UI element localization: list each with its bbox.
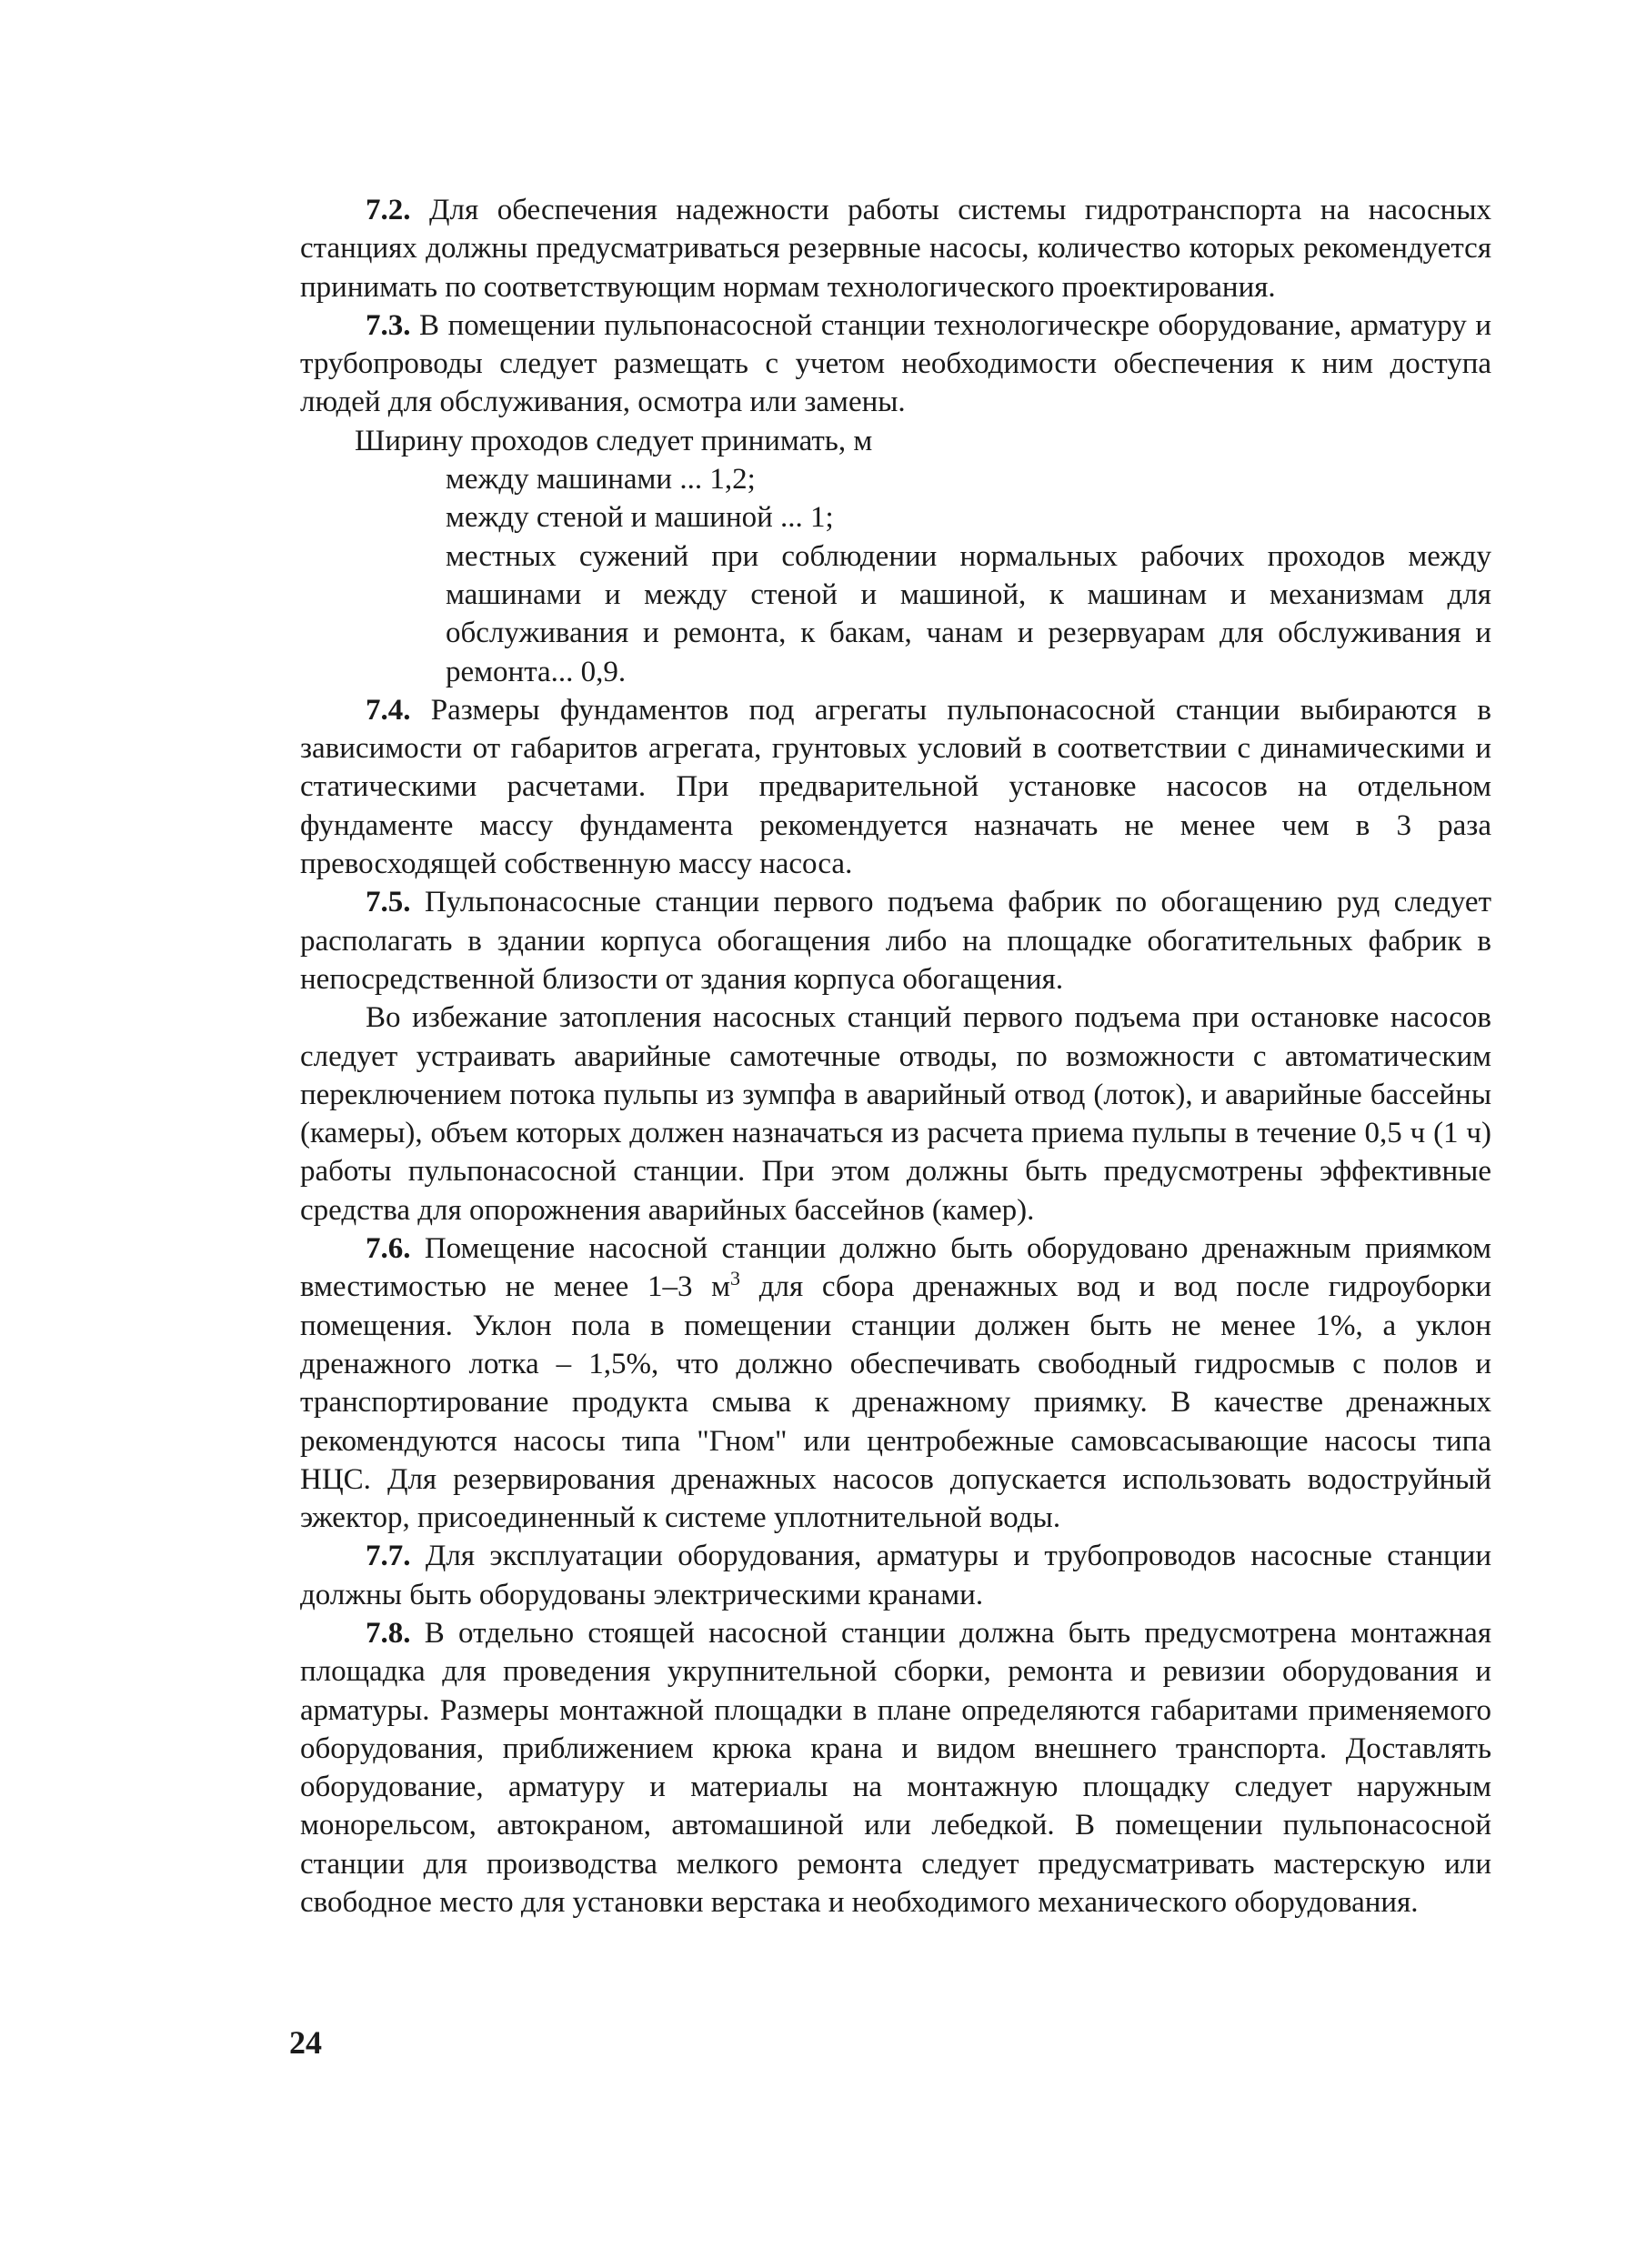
- section-number: 7.3.: [366, 308, 411, 342]
- section-number: 7.2.: [366, 194, 411, 226]
- paragraph-7-3: [300, 306, 1491, 422]
- paragraph-7-6: [300, 1229, 1491, 1537]
- superscript: 3: [730, 1267, 741, 1290]
- paragraph-text: В помещении пульпонасосной станции технологическре оборудование, арматуру и трубопроводы следует размещать с учетом необходимости обеспечения к ним доступа людей для обслуживания, осмотра или замены.: [300, 308, 1491, 419]
- list-item: между стеной и машиной ... 1;: [446, 501, 834, 535]
- paragraph-7-7: [300, 1537, 1491, 1614]
- paragraph-text: Пульпонасосные станции первого подъема фабрик по обогащению руд следует располагать в здании корпуса обогащения либо на площадке обогатительных фабрик в непосредственной близости от здания корпуса обогащения.: [300, 886, 1491, 996]
- paragraph-text: Для эксплуатации оборудования, арматуры и трубопроводов насосные станции должны быть оборудованы электрическими кранами.: [300, 1540, 1492, 1611]
- paragraph-7-5-continued: Во избежание затопления насосных станций первого подъема при остановке насосов следует устраивать аварийные самотечные отводы, по возможности с автоматическим переключением потока пульпы из зумпфа в аварийный отвод (лоток), и аварийные бассейны (камеры), объем которых должен назначаться из расчета приема пульпы в течение 0,5 ч (1 ч) работы пульпонасосной станции. При этом должны быть предусмотрены эффективные средства для опорожнения аварийных бассейнов (камер).: [300, 1001, 1491, 1227]
- section-number: 7.5.: [366, 886, 411, 919]
- section-number: 7.4.: [366, 693, 411, 727]
- paragraph-text: Помещение насосной станции должно быть оборудовано дренажным приямком вместимостью не менее 1–3 м: [300, 1232, 1491, 1304]
- paragraph-text: для сбора дренажных вод и вод после гидроуборки помещения. Уклон пола в помещении станции должен быть не менее 1%, а уклон дренажного лотка – 1,5%, что должно обеспечивать свободный гидросмыв с полов и транспортирование продукта смыва к дренажному приямку. В качестве дренажных рекомендуются насосы типа "Гном" или центробежные самовсасывающие насосы типа НЦС. Для резервирования дренажных насосов допускается использовать водоструйный эжектор, присоединенный к системе уплотнительной воды.: [300, 1270, 1492, 1535]
- passage-widths-intro: Ширину проходов следует принимать, м: [355, 424, 873, 457]
- list-item: между машинами ... 1,2;: [446, 463, 756, 497]
- paragraph-7-2: [300, 191, 1491, 306]
- document-body: [300, 191, 1491, 1922]
- paragraph-text: В отдельно стоящей насосной станции должна быть предусмотрена монтажная площадка для проведения укрупнительной сборки, ремонта и ревизии оборудования и арматуры. Размеры монтажной площадки в плане определяются габаритами применяемого оборудования, приближением крюка крана и видом внешнего транспорта. Доставлять оборудование, арматуру и материалы на монтажную площадку следует наружным монорельсом, автокраном, автомашиной или лебедкой. В помещении пульпонасосной станции для производства мелкого ремонта следует предусматривать мастерскую или свободное место для установки верстака и необходимого механического оборудования.: [300, 1616, 1492, 1920]
- paragraph-text: Размеры фундаментов под агрегаты пульпонасосной станции выбираются в зависимости от габаритов агрегата, грунтовых условий в соответствии с динамическими и статическими расчетами. При предварительной установке насосов на отдельном фундаменте массу фундамента рекомендуется назначать не менее чем в 3 раза превосходящей собственную массу насоса.: [300, 693, 1491, 881]
- list-item: местных сужений при соблюдении нормальных рабочих проходов между машинами и между стеной и машиной, к машинам и механизмам для обслуживания и ремонта, к бакам, чанам и резервуарам для обслуживания и ремонта... 0,9.: [446, 539, 1491, 688]
- passage-widths-list: [446, 460, 1491, 691]
- paragraph-7-5: [300, 883, 1491, 999]
- paragraph-text: Для обеспечения надежности работы системы гидротранспорта на насосных станциях должны предусматриваться резервные насосы, количество которых рекомендуется принимать по соответствующим нормам технологического проектирования.: [300, 194, 1491, 304]
- section-number: 7.6.: [366, 1232, 411, 1266]
- section-number: 7.8.: [366, 1616, 411, 1650]
- page-number: 24: [289, 2024, 322, 2061]
- section-number: 7.7.: [366, 1540, 411, 1573]
- paragraph-7-4: [300, 691, 1491, 883]
- paragraph-7-8: [300, 1614, 1491, 1922]
